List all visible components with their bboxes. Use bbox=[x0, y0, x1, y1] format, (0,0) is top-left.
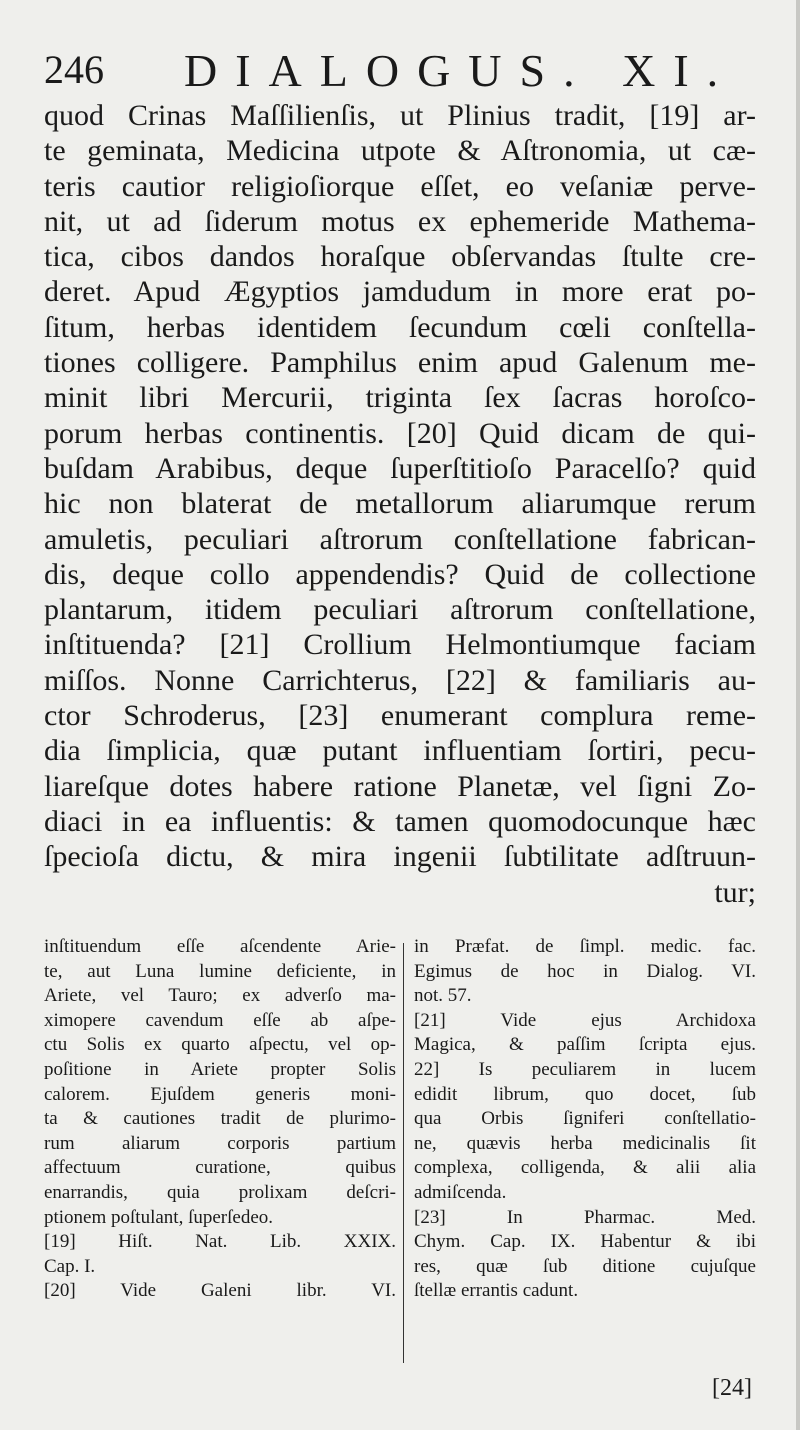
page-header bbox=[44, 38, 766, 98]
footnote-line: edidit librum, quo docet, ſub bbox=[414, 1083, 756, 1105]
text-line: porum herbas continentis. [20] Quid dicam de qui- bbox=[44, 416, 756, 450]
footnote-line: inſtituendum eſſe aſcendente Arie- bbox=[44, 936, 396, 957]
text-line: inſtituenda? [21] Crollium Helmontiumque faciam bbox=[44, 628, 756, 662]
footnote-line: in Præfat. de ſimpl. medic. fac. bbox=[414, 936, 756, 957]
text-line: tiones colligere. Pamphilus enim apud Galenum me- bbox=[44, 346, 756, 380]
text-line: teris cautior religioſiorque eſſet, eo veſaniæ perve- bbox=[44, 169, 756, 203]
text-line: ctor Schroderus, [23] enumerant complura reme- bbox=[44, 699, 756, 733]
footnote-line: complexa, colligenda, & alii alia bbox=[414, 1157, 756, 1179]
footnote-line: Magica, & paſſim ſcripta ejus. bbox=[414, 1034, 756, 1056]
footnotes-section bbox=[44, 935, 754, 1375]
text-line: te geminata, Medicina utpote & Aſtronomia, ut cæ- bbox=[44, 134, 756, 168]
catchword: [24] bbox=[712, 1375, 752, 1401]
footnote-line: rum aliarum corporis partium bbox=[44, 1132, 396, 1154]
footnote-column-right bbox=[414, 935, 756, 1304]
text-line: miſſos. Nonne Carrichterus, [22] & familiaris au- bbox=[44, 663, 756, 697]
text-line: minit libri Mercurii, triginta ſex ſacras horoſco- bbox=[44, 381, 756, 415]
footnote-23: [23] In Pharmac. Med. bbox=[414, 1206, 756, 1228]
text-line: hic non blaterat de metallorum aliarumque rerum bbox=[44, 487, 756, 521]
text-line: buſdam Arabibus, deque ſuperſtitioſo Paracelſo? quid bbox=[44, 451, 756, 485]
footnote-line: affectuum curatione, quibus bbox=[44, 1157, 396, 1179]
footnote-line: admiſcenda. bbox=[414, 1181, 507, 1203]
text-line: ſitum, herbas identidem ſecundum cœli conſtella- bbox=[44, 310, 756, 344]
footnote-19: [19] Hiſt. Nat. Lib. XXIX. bbox=[44, 1231, 396, 1253]
text-line: amuletis, peculiari aſtrorum conſtellatione fabrican- bbox=[44, 522, 756, 556]
text-line: dia ſimplicia, quæ putant influentiam ſortiri, pecu- bbox=[44, 734, 756, 768]
footnote-line: ximopere cavendum eſſe ab aſpe- bbox=[44, 1009, 396, 1031]
footnote-22: 22] Is peculiarem in lucem bbox=[414, 1058, 756, 1080]
text-line: dis, deque collo appendendis? Quid de collectione bbox=[44, 557, 756, 591]
footnote-line: poſitione in Ariete propter Solis bbox=[44, 1058, 396, 1080]
footnote-20: [20] Vide Galeni libr. VI. bbox=[44, 1280, 396, 1302]
footnote-line: Cap. I. bbox=[44, 1255, 96, 1277]
main-text-block bbox=[44, 98, 756, 910]
footnote-line: ctu Solis ex quarto aſpectu, vel op- bbox=[44, 1034, 396, 1056]
footnote-column-left bbox=[44, 935, 396, 1304]
footnote-line: Ariete, vel Tauro; ex adverſo ma- bbox=[44, 985, 396, 1007]
footnote-line: qua Orbis ſigniferi conſtellatio- bbox=[414, 1108, 756, 1130]
footnote-21: [21] Vide ejus Archidoxa bbox=[414, 1009, 756, 1031]
footnote-line: enarrandis, quia prolixam deſcri- bbox=[44, 1181, 396, 1203]
text-line: deret. Apud Ægyptios jamdudum in more erat po- bbox=[44, 275, 756, 309]
footnote-line: Egimus de hoc in Dialog. VI. bbox=[414, 960, 756, 982]
footnote-line: ptionem poſtulant, ſuperſedeo. bbox=[44, 1206, 274, 1228]
column-divider bbox=[403, 943, 404, 1363]
running-title: DIALOGUS. XI. bbox=[184, 45, 737, 96]
text-line: tica, cibos dandos horaſque obſervandas ſtulte cre- bbox=[44, 240, 756, 274]
footnote-line: te, aut Luna lumine deficiente, in bbox=[44, 960, 396, 982]
footnote-line: res, quæ ſub ditione cujuſque bbox=[414, 1255, 756, 1277]
footnote-line: Chym. Cap. IX. Habentur & ibi bbox=[414, 1231, 756, 1253]
text-line: diaci in ea influentis: & tamen quomodocunque hæc bbox=[44, 804, 756, 838]
footnote-line: not. 57. bbox=[414, 985, 472, 1007]
text-line: quod Crinas Maſſilienſis, ut Plinius tradit, [19] ar- bbox=[44, 99, 756, 132]
text-line: ſpecioſa dictu, & mira ingenii ſubtilitate adſtruun- bbox=[44, 840, 756, 874]
footnote-line: ſtellæ errantis cadunt. bbox=[414, 1280, 579, 1302]
text-line: tur; bbox=[714, 875, 756, 909]
text-line: plantarum, itidem peculiari aſtrorum conſtellatione, bbox=[44, 593, 756, 627]
page-number: 246 bbox=[44, 47, 104, 92]
footnote-line: ne, quævis herba medicinalis ſit bbox=[414, 1132, 756, 1154]
footnote-line: ta & cautiones tradit de plurimo- bbox=[44, 1108, 396, 1130]
text-line: liareſque dotes habere ratione Planetæ, vel ſigni Zo- bbox=[44, 769, 756, 803]
text-line: nit, ut ad ſiderum motus ex ephemeride Mathema- bbox=[44, 204, 756, 238]
footnote-line: calorem. Ejuſdem generis moni- bbox=[44, 1083, 396, 1105]
